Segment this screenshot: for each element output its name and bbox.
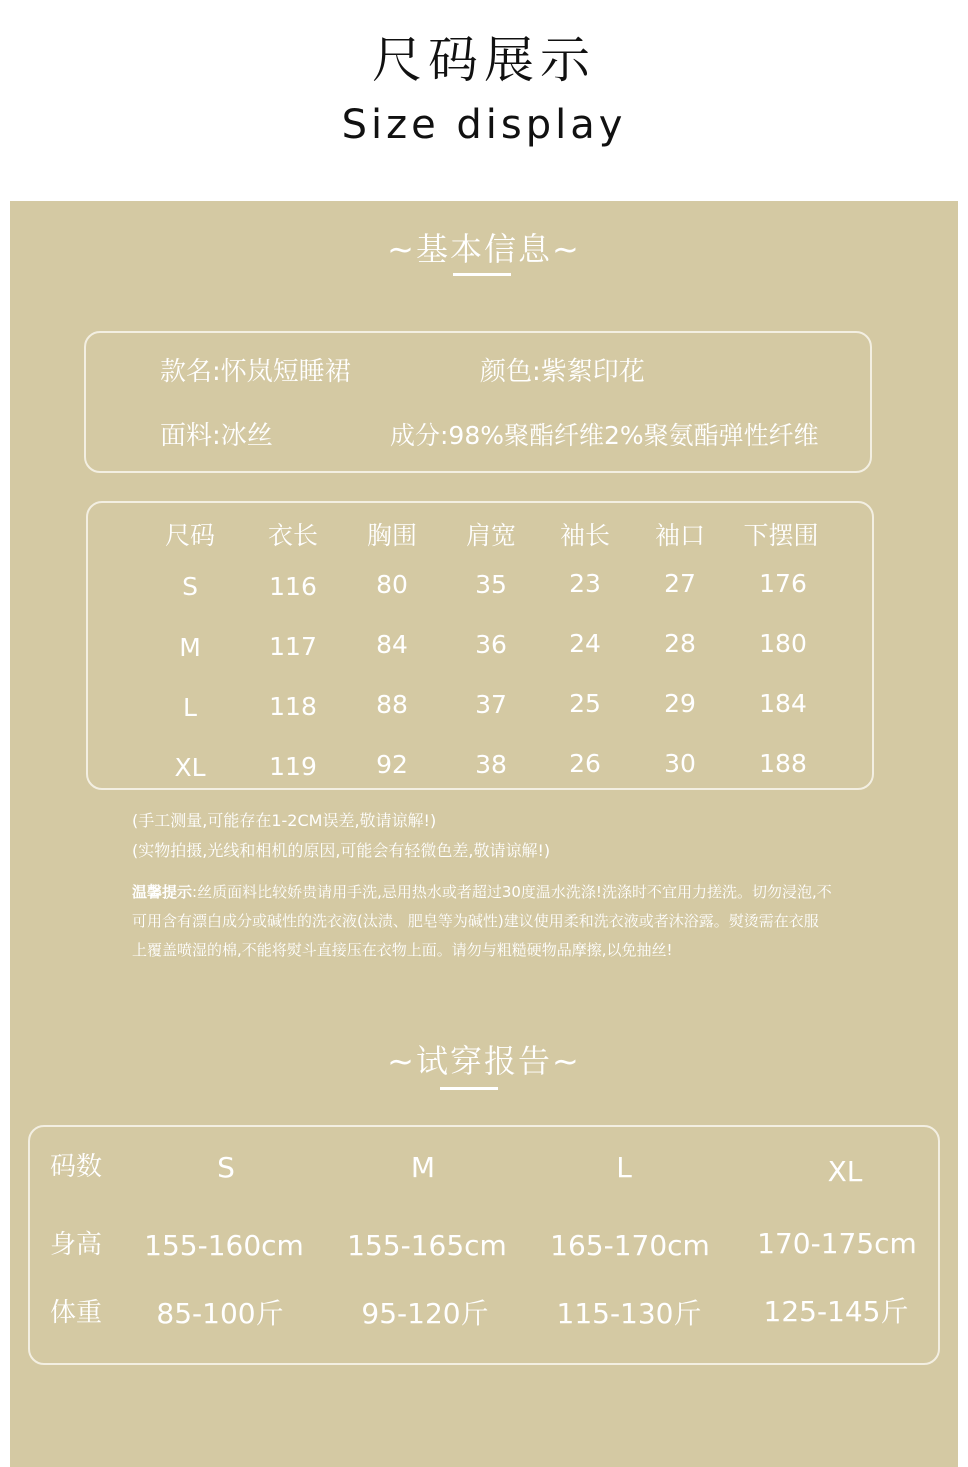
table-cell: 26 [569, 749, 601, 778]
table-header: 胸围 [366, 521, 418, 550]
table-header: 衣长 [267, 521, 319, 550]
table-cell: 24 [569, 629, 601, 658]
color-info: 颜色:紫絮印花 [480, 357, 645, 387]
fit-height: 155-160cm [144, 1229, 304, 1262]
table-cell: 36 [475, 630, 507, 659]
page-title-en: Size display [341, 102, 627, 148]
fit-height: 170-175cm [757, 1227, 917, 1260]
table-cell: 118 [269, 692, 317, 721]
composition-info: 成分:98%聚酯纤维2%聚氨酯弹性纤维 [390, 421, 819, 450]
page-title-zh: 尺码展示 [372, 31, 596, 89]
table-cell: 28 [664, 629, 696, 658]
basic-info-box [84, 331, 872, 473]
basic-info-underline [453, 273, 511, 276]
table-cell: 92 [376, 750, 408, 779]
table-cell: 180 [759, 629, 807, 658]
table-cell: 37 [475, 690, 507, 719]
table-cell: 88 [376, 690, 408, 719]
table-header: 袖口 [654, 521, 706, 550]
basic-info-title: ~基本信息~ [387, 230, 581, 268]
fit-weight: 115-130斤 [556, 1297, 702, 1330]
fit-height: 155-165cm [347, 1229, 507, 1262]
table-header: 肩宽 [465, 521, 517, 550]
table-header: 下摆围 [743, 521, 819, 550]
table-cell: 30 [664, 749, 696, 778]
color-note: (实物拍摄,光线和相机的原因,可能会有轻微色差,敬请谅解!) [132, 841, 551, 860]
fit-size: L [616, 1151, 632, 1184]
table-cell: XL [174, 753, 206, 782]
fit-weight: 125-145斤 [763, 1295, 909, 1328]
table-cell: 35 [475, 570, 507, 599]
table-cell: 188 [759, 749, 807, 778]
table-cell: 119 [269, 752, 317, 781]
fit-height: 165-170cm [550, 1229, 710, 1262]
table-cell: L [183, 693, 197, 722]
table-header: 袖长 [559, 521, 611, 550]
table-cell: 27 [664, 569, 696, 598]
fit-size: XL [827, 1155, 863, 1188]
table-cell: 23 [569, 569, 601, 598]
fit-label-size: 码数 [50, 1152, 103, 1182]
measurement-note: (手工测量,可能存在1-2CM误差,敬请谅解!) [132, 811, 437, 830]
care-tips-label: 温馨提示 [132, 883, 193, 901]
content-panel [10, 201, 958, 1467]
table-cell: 117 [269, 632, 317, 661]
style-name: 款名:怀岚短睡裙 [160, 357, 351, 387]
table-cell: 176 [759, 569, 807, 598]
table-cell: M [179, 633, 201, 662]
table-cell: 84 [376, 630, 408, 659]
table-cell: 25 [569, 689, 601, 718]
fabric-info: 面料:冰丝 [160, 421, 273, 451]
fit-size: M [410, 1151, 436, 1184]
fit-size: S [217, 1151, 235, 1184]
fit-label-height: 身高 [50, 1230, 103, 1260]
table-cell: S [182, 572, 198, 601]
fit-report-underline [440, 1087, 498, 1090]
table-cell: 116 [269, 572, 317, 601]
care-tips [132, 878, 832, 965]
table-cell: 184 [759, 689, 807, 718]
fit-weight: 85-100斤 [156, 1297, 284, 1330]
fit-report-title: ~试穿报告~ [387, 1042, 581, 1080]
care-tips-text: :丝质面料比较娇贵请用手洗,忌用热水或者超过30度温水洗涤!洗涤时不宜用力搓洗。切勿浸泡,不可用含有漂白成分或碱性的洗衣液(汰渍、肥皂等为碱性)建议使用柔和洗衣液或者沐浴露。熨烫需在衣服上覆盖喷湿的棉,不能将熨斗直接压在衣物上面。请勿与粗糙硬物品摩擦,以免抽丝! [132, 883, 832, 959]
table-header: 尺码 [164, 521, 216, 550]
table-cell: 29 [664, 689, 696, 718]
fit-weight: 95-120斤 [361, 1297, 489, 1330]
fit-label-weight: 体重 [50, 1298, 103, 1328]
table-cell: 80 [376, 570, 408, 599]
table-cell: 38 [475, 750, 507, 779]
